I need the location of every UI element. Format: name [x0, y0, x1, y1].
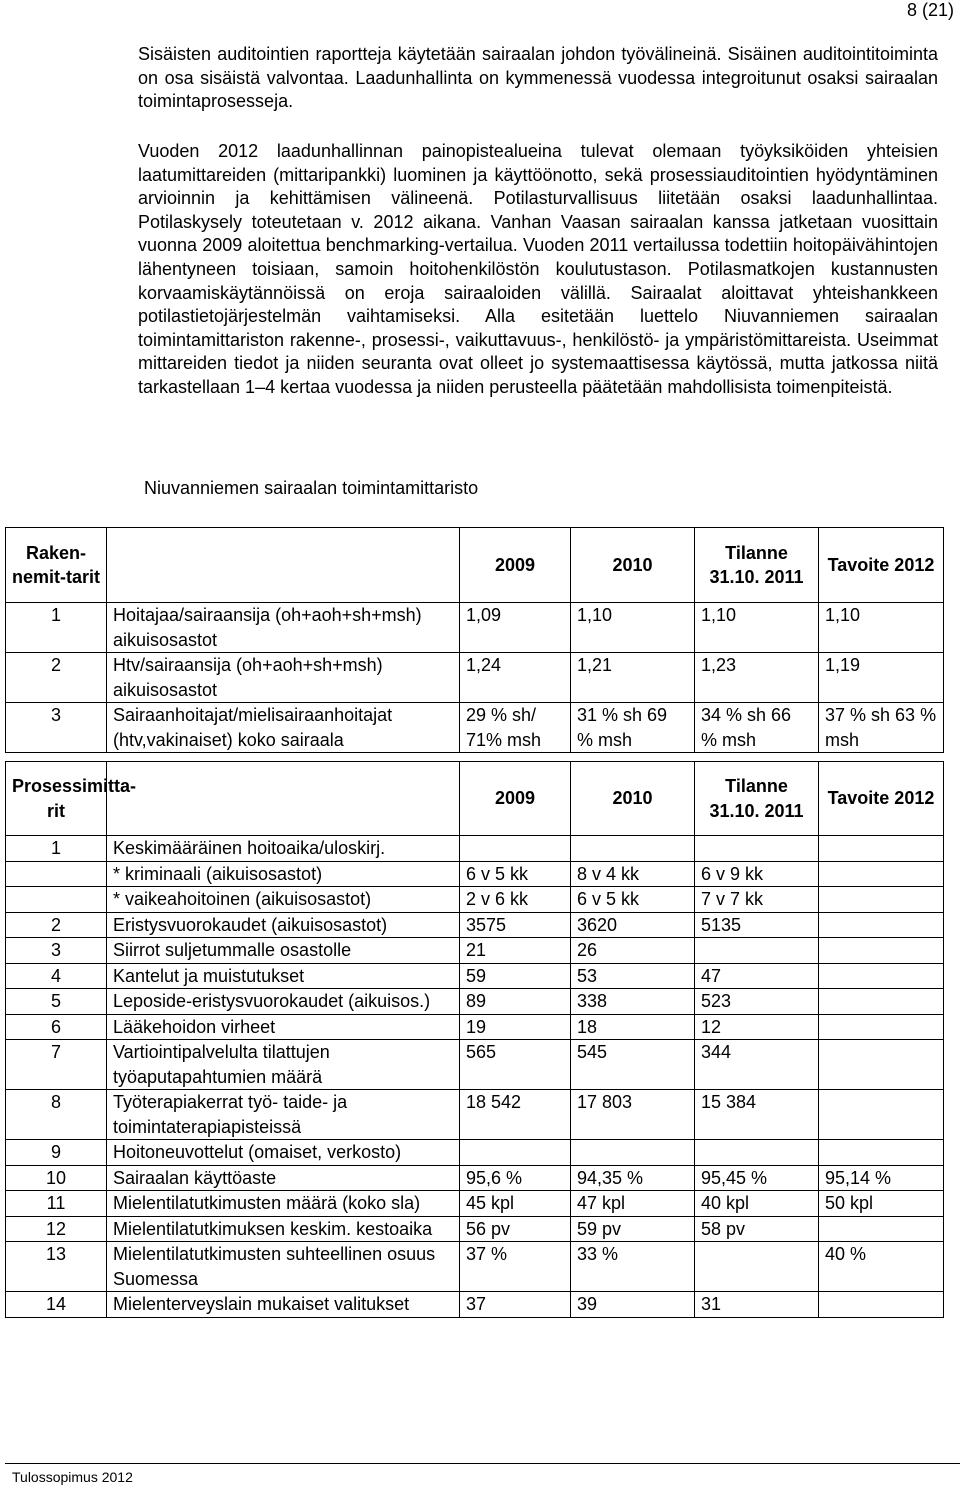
target-2012: 40 % [819, 1242, 944, 1292]
row-number: 8 [6, 1090, 107, 1140]
row-label: Mielenterveyslain mukaiset valitukset [107, 1292, 460, 1318]
target-2012 [819, 836, 944, 862]
row-number: 6 [6, 1014, 107, 1040]
table-caption: Niuvanniemen sairaalan toimintamittaristo [144, 478, 479, 498]
row-label: Eristysvuorokaudet (aikuisosastot) [107, 912, 460, 938]
target-2012 [819, 1292, 944, 1318]
target-2012: 37 % sh 63 % msh [819, 703, 944, 753]
value-2011: 47 [695, 963, 819, 989]
value-2009: 59 [460, 963, 571, 989]
group-header: Prosessimitta-rit [6, 762, 107, 836]
row-number: 3 [6, 703, 107, 753]
row-label: Työterapiakerrat työ- taide- ja toimintaterapiapisteissä [107, 1090, 460, 1140]
row-number: 13 [6, 1242, 107, 1292]
value-2011: 15 384 [695, 1090, 819, 1140]
value-2009: 1,09 [460, 603, 571, 653]
value-2011: 5135 [695, 912, 819, 938]
value-2009: 18 542 [460, 1090, 571, 1140]
target-2012 [819, 861, 944, 887]
row-number: 2 [6, 653, 107, 703]
value-2010: 545 [571, 1040, 695, 1090]
row-label: Sairaalan käyttöaste [107, 1165, 460, 1191]
page-number: 8 (21) [906, 0, 954, 20]
row-number: 12 [6, 1216, 107, 1242]
row-label: Mielentilatutkimusten määrä (koko sla) [107, 1191, 460, 1217]
target-2012 [819, 963, 944, 989]
value-2010: 1,21 [571, 653, 695, 703]
table-row [6, 1040, 944, 1090]
row-label: Sairaanhoitajat/mielisairaanhoitajat (htv,vakinaiset) koko sairaala [107, 703, 460, 753]
label-header [107, 528, 460, 603]
value-2011: 58 pv [695, 1216, 819, 1242]
value-2010: 3620 [571, 912, 695, 938]
status-2011-header: Tilanne 31.10. 2011 [695, 762, 819, 836]
row-label: Leposide-eristysvuorokaudet (aikuisos.) [107, 989, 460, 1015]
group-header: Raken-nemit-tarit [6, 528, 107, 603]
value-2011: 1,10 [695, 603, 819, 653]
target-2012: 1,10 [819, 603, 944, 653]
table-row [6, 1014, 944, 1040]
value-2009: 1,24 [460, 653, 571, 703]
value-2009: 89 [460, 989, 571, 1015]
table-row [6, 887, 944, 913]
table-row [6, 1165, 944, 1191]
value-2011: 7 v 7 kk [695, 887, 819, 913]
value-2009: 565 [460, 1040, 571, 1090]
row-number: 2 [6, 912, 107, 938]
value-2010: 33 % [571, 1242, 695, 1292]
value-2010: 6 v 5 kk [571, 887, 695, 913]
footer-text: Tulossopimus 2012 [12, 1469, 133, 1485]
target-2012: 1,19 [819, 653, 944, 703]
value-2009: 3575 [460, 912, 571, 938]
label-header [107, 762, 460, 836]
row-number: 4 [6, 963, 107, 989]
value-2009: 29 % sh/ 71% msh [460, 703, 571, 753]
value-2011 [695, 1242, 819, 1292]
target-2012 [819, 1216, 944, 1242]
year-2009-header: 2009 [460, 762, 571, 836]
row-number: 14 [6, 1292, 107, 1318]
target-2012-header: Tavoite 2012 [819, 528, 944, 603]
table-row [6, 653, 944, 703]
value-2009: 6 v 5 kk [460, 861, 571, 887]
row-number: 9 [6, 1140, 107, 1166]
row-label: Mielentilatutkimuksen keskim. kestoaika [107, 1216, 460, 1242]
table-row [6, 836, 944, 862]
value-2010: 338 [571, 989, 695, 1015]
value-2010: 18 [571, 1014, 695, 1040]
row-number: 3 [6, 938, 107, 964]
value-2010: 1,10 [571, 603, 695, 653]
table-row [6, 1191, 944, 1217]
year-2009-header: 2009 [460, 528, 571, 603]
value-2010: 17 803 [571, 1090, 695, 1140]
row-label: Hoitoneuvottelut (omaiset, verkosto) [107, 1140, 460, 1166]
value-2010: 53 [571, 963, 695, 989]
table-row [6, 1242, 944, 1292]
row-number: 1 [6, 603, 107, 653]
target-2012-header: Tavoite 2012 [819, 762, 944, 836]
table-row [6, 1140, 944, 1166]
row-number: 5 [6, 989, 107, 1015]
value-2009: 56 pv [460, 1216, 571, 1242]
table-row [6, 1292, 944, 1318]
value-2011: 6 v 9 kk [695, 861, 819, 887]
row-label: * vaikeahoitoinen (aikuisosastot) [107, 887, 460, 913]
row-label: Kantelut ja muistutukset [107, 963, 460, 989]
value-2009: 37 % [460, 1242, 571, 1292]
target-2012 [819, 938, 944, 964]
target-2012: 95,14 % [819, 1165, 944, 1191]
value-2011 [695, 1140, 819, 1166]
row-number: 7 [6, 1040, 107, 1090]
row-label: Mielentilatutkimusten suhteellinen osuus Suomessa [107, 1242, 460, 1292]
footer-divider [5, 1463, 960, 1464]
year-2010-header: 2010 [571, 528, 695, 603]
target-2012: 50 kpl [819, 1191, 944, 1217]
value-2011: 95,45 % [695, 1165, 819, 1191]
target-2012 [819, 912, 944, 938]
value-2010: 59 pv [571, 1216, 695, 1242]
target-2012 [819, 989, 944, 1015]
value-2011: 40 kpl [695, 1191, 819, 1217]
value-2010: 39 [571, 1292, 695, 1318]
row-label: * kriminaali (aikuisosastot) [107, 861, 460, 887]
value-2009: 95,6 % [460, 1165, 571, 1191]
table-row [6, 1216, 944, 1242]
table-row [6, 703, 944, 753]
table-row [6, 861, 944, 887]
value-2009: 2 v 6 kk [460, 887, 571, 913]
table-row [6, 1090, 944, 1140]
value-2009: 37 [460, 1292, 571, 1318]
value-2010 [571, 836, 695, 862]
value-2011: 34 % sh 66 % msh [695, 703, 819, 753]
table-row [6, 938, 944, 964]
row-number [6, 887, 107, 913]
target-2012 [819, 887, 944, 913]
year-2010-header: 2010 [571, 762, 695, 836]
row-label: Hoitajaa/sairaansija (oh+aoh+sh+msh) aikuisosastot [107, 603, 460, 653]
row-label: Siirrot suljetummalle osastolle [107, 938, 460, 964]
value-2010: 31 % sh 69 % msh [571, 703, 695, 753]
row-number [6, 861, 107, 887]
status-2011-header: Tilanne 31.10. 2011 [695, 528, 819, 603]
row-number: 11 [6, 1191, 107, 1217]
value-2011: 12 [695, 1014, 819, 1040]
value-2011 [695, 938, 819, 964]
target-2012 [819, 1140, 944, 1166]
value-2011: 344 [695, 1040, 819, 1090]
row-label: Lääkehoidon virheet [107, 1014, 460, 1040]
paragraph-internal-audits: Sisäisten auditointien raportteja käytetään sairaalan johdon työvälineinä. Sisäinen auditointitoiminta on osa sisäistä valvontaa. Laadunhallinta on kymmenessä vuodessa integroitunut osaksi sairaalan toimintaprosesseja. [138, 44, 938, 112]
table-row [6, 603, 944, 653]
table-row [6, 912, 944, 938]
value-2010: 26 [571, 938, 695, 964]
table-row [6, 989, 944, 1015]
row-label: Htv/sairaansija (oh+aoh+sh+msh) aikuisosastot [107, 653, 460, 703]
structure-metrics-table [5, 527, 944, 753]
value-2011: 1,23 [695, 653, 819, 703]
value-2011: 31 [695, 1292, 819, 1318]
value-2009: 21 [460, 938, 571, 964]
value-2011: 523 [695, 989, 819, 1015]
value-2009 [460, 836, 571, 862]
value-2009: 19 [460, 1014, 571, 1040]
row-label: Keskimääräinen hoitoaika/uloskirj. [107, 836, 460, 862]
target-2012 [819, 1090, 944, 1140]
row-number: 10 [6, 1165, 107, 1191]
target-2012 [819, 1040, 944, 1090]
value-2009 [460, 1140, 571, 1166]
target-2012 [819, 1014, 944, 1040]
value-2010 [571, 1140, 695, 1166]
value-2010: 8 v 4 kk [571, 861, 695, 887]
paragraph-quality-2012: Vuoden 2012 laadunhallinnan painopistealueina tulevat olemaan työyksiköiden yhteisien laatumittareiden (mittaripankki) luominen ja käyttöönotto, sekä prosessiauditointien hyödyntäminen arvioinnin ja kehittämisen välineenä. Potilasturvallisuus liitetään osaksi laadunhallintaa. Potilaskysely toteutetaan v. 2012 aikana. Vanhan Vaasan sairaalan kanssa jatketaan vuosittain vuonna 2009 aloitettua benchmarking-vertailua. Vuoden 2011 vertailussa todettiin hoitopäivähintojen lähentyneen toisiaan, samoin hoitohenkilöstön koulutustason. Potilasmatkojen kustannusten korvaamiskäytännöissä on eroja sairaaloiden välillä. Sairaalat aloittavat yhteishankkeen potilastietojärjestelmän vaihtamiseksi. Alla esitetään luettelo Niuvanniemen sairaalan toimintamittariston rakenne-, prosessi-, vaikuttavuus-, henkilöstö- ja ympäristömittareista. Useimmat mittareiden tiedot ja niiden seuranta ovat olleet jo systemaattisessa käytössä, mutta jatkossa niitä tarkastellaan 1–4 kertaa vuodessa ja niiden perusteella päätetään mahdollisista toimenpiteistä. [138, 141, 938, 397]
table-row [6, 963, 944, 989]
value-2011 [695, 836, 819, 862]
row-label: Vartiointipalvelulta tilattujen työaputapahtumien määrä [107, 1040, 460, 1090]
process-metrics-table [5, 761, 944, 1318]
value-2010: 94,35 % [571, 1165, 695, 1191]
value-2009: 45 kpl [460, 1191, 571, 1217]
value-2010: 47 kpl [571, 1191, 695, 1217]
row-number: 1 [6, 836, 107, 862]
